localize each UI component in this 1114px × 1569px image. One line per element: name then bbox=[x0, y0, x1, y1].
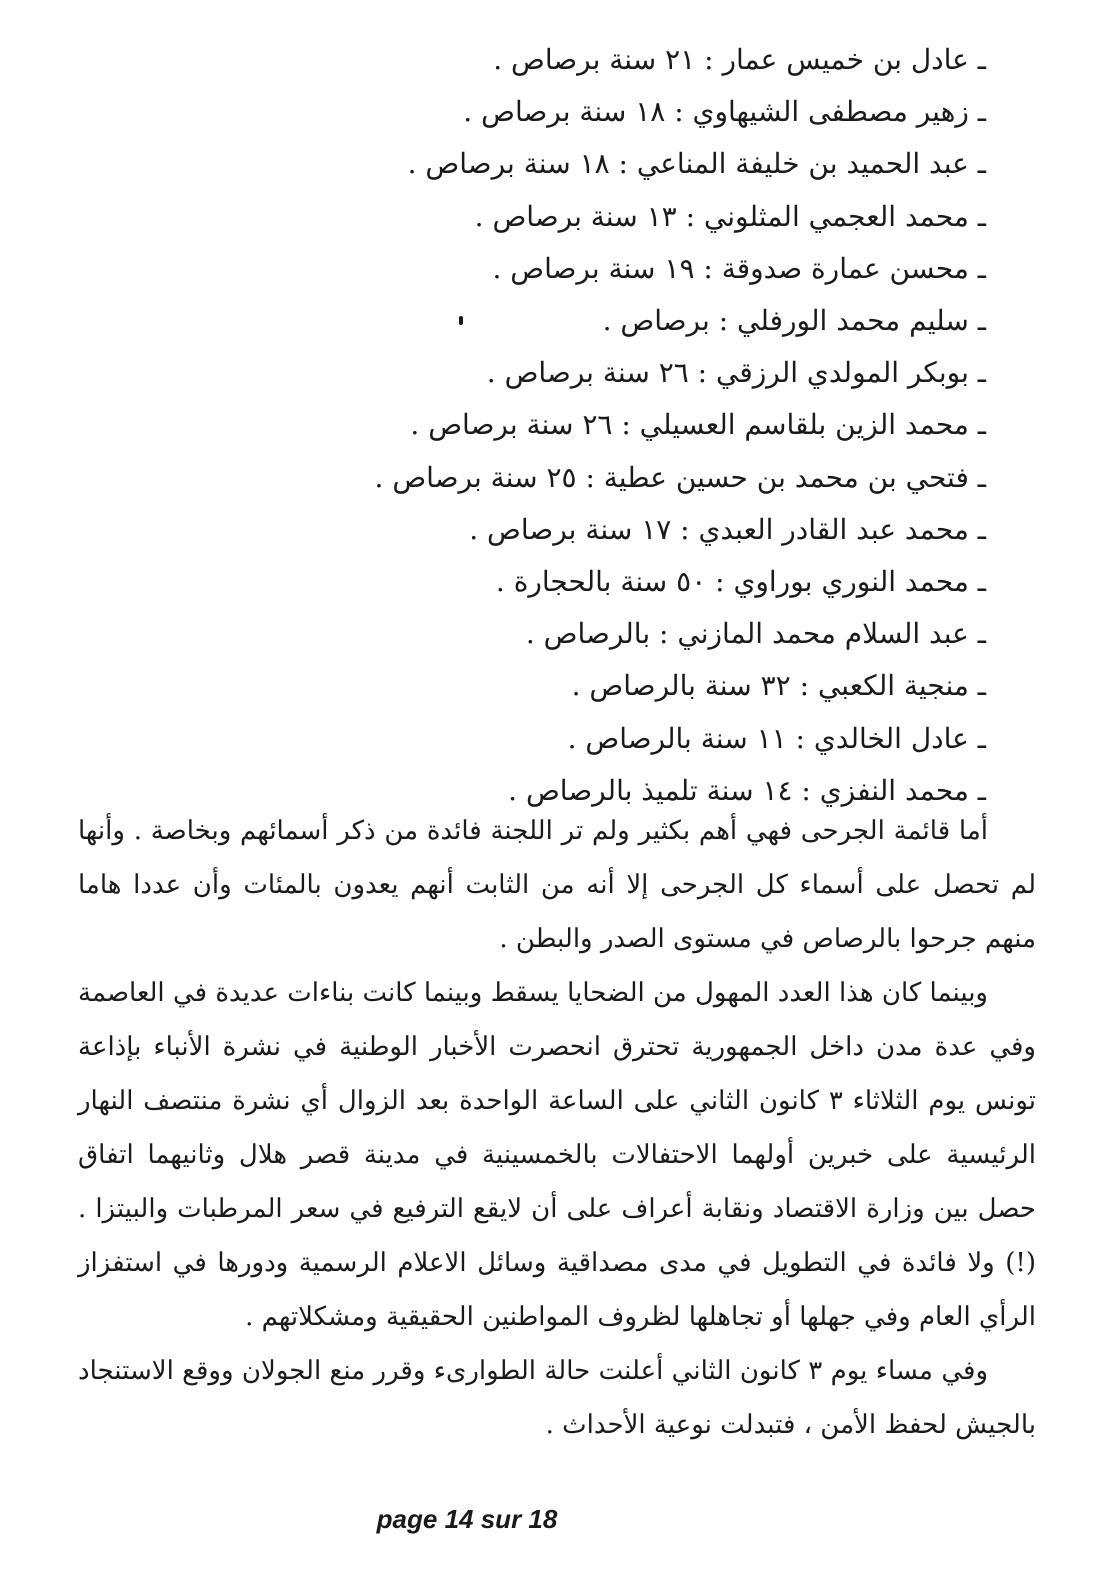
victim-detail: ١٧ سنة برصاص . bbox=[469, 512, 672, 546]
paragraph-wounded: أما قائمة الجرحى فهي أهم بكثير ولم تر اللجنة فائدة من ذكر أسمائهم وبخاصة . وأنها لم تحصل على أسماء كل الجرحى إلا أنه من الثابت أنهم يعدون بالمئات وأن عددا هاما منهم جرحوا بالرصاص في مستوى الصدر والبطن . bbox=[78, 816, 1036, 954]
body-text bbox=[78, 804, 1036, 1452]
victim-name: ـ محمد عبد القادر العبدي bbox=[698, 512, 986, 546]
victim-detail: ٥٠ سنة بالحجارة . bbox=[495, 565, 707, 599]
victim-detail: ١٨ سنة برصاص . bbox=[463, 95, 666, 129]
list-item bbox=[226, 556, 986, 608]
list-item bbox=[226, 399, 986, 451]
victim-detail: ١٩ سنة برصاص . bbox=[492, 251, 695, 285]
victim-detail: بالرصاص . bbox=[525, 617, 651, 651]
victim-name: ـ محسن عمارة صدوقة bbox=[721, 251, 986, 285]
victim-detail: ٢٦ سنة برصاص . bbox=[486, 356, 689, 390]
victim-detail: ٢١ سنة برصاص . bbox=[493, 43, 696, 76]
list-item bbox=[226, 86, 986, 138]
victim-name: ـ محمد العجمي المثلوني bbox=[703, 199, 986, 233]
list-item bbox=[226, 452, 986, 504]
victim-name: ـ محمد النفزي bbox=[819, 773, 986, 807]
victim-detail: ١١ سنة بالرصاص . bbox=[567, 721, 787, 755]
separator: : bbox=[790, 669, 818, 703]
victim-name: ـ محمد النوري بوراوي bbox=[733, 565, 986, 599]
separator: : bbox=[709, 304, 738, 338]
victims-list bbox=[226, 34, 986, 817]
list-item bbox=[226, 608, 986, 660]
list-item bbox=[226, 138, 986, 190]
list-item bbox=[226, 295, 986, 347]
separator: : bbox=[676, 199, 704, 233]
list-item bbox=[226, 713, 986, 765]
separator: : bbox=[706, 565, 734, 599]
separator: : bbox=[609, 147, 637, 181]
separator: : bbox=[688, 356, 717, 390]
victim-name: ـ عبد السلام محمد المازني bbox=[677, 617, 986, 651]
victim-detail: ٢٥ سنة برصاص . bbox=[374, 460, 577, 494]
separator: : bbox=[612, 408, 640, 442]
victim-detail: ١٤ سنة تلميذ بالرصاص . bbox=[508, 773, 793, 807]
paragraph-media: وبينما كان هذا العدد المهول من الضحايا يسقط وبينما كانت بناءات عديدة في العاصمة وفي عدة مدن داخل الجمهورية تحترق انحصرت الأخبار الوطنية في نشرة الأنباء بإذاعة تونس يوم الثلاثاء ٣ كانون الثاني على الساعة الواحدة بعد الزوال أي نشرة منتصف النهار الرئيسية على خبرين أولهما الاحتفالات بالخمسينية في مدينة قصر هلال وثانيهما اتفاق حصل بين وزارة الاقتصاد ونقابة أعراف على أن لايقع الترفيع في سعر المرطبات والبيتزا . (!) ولا فائدة في التطويل في مدى مصداقية وسائل الاعلام الرسمية ودورها في استفزاز الرأي العام وفي جهلها أو تجاهلها لظروف المواطنين الحقيقية ومشكلاتهم . bbox=[78, 978, 1036, 1332]
list-item bbox=[226, 347, 986, 399]
separator: : bbox=[695, 43, 723, 76]
victim-name: ـ عادل بن خميس عمار bbox=[722, 43, 986, 76]
page-number: page 14 sur 18 bbox=[376, 1504, 558, 1534]
victim-detail: ١٨ سنة برصاص . bbox=[407, 147, 610, 181]
list-item bbox=[226, 34, 986, 86]
victim-detail: ١٣ سنة برصاص . bbox=[474, 199, 677, 233]
victim-name: ـ محمد الزين بلقاسم العسيلي bbox=[639, 408, 986, 442]
separator: : bbox=[694, 251, 722, 285]
separator: : bbox=[792, 773, 820, 807]
victim-name: ـ فتحي بن محمد بن حسين عطية bbox=[603, 460, 986, 494]
list-item bbox=[226, 243, 986, 295]
list-item bbox=[226, 191, 986, 243]
victim-name: ـ سليم محمد الورفلي bbox=[737, 304, 986, 338]
victim-name: ـ زهير مصطفى الشيهاوي bbox=[692, 95, 986, 129]
list-item bbox=[226, 660, 986, 712]
victim-name: ـ منجية الكعبي bbox=[817, 669, 986, 703]
victim-detail: برصاص . bbox=[602, 304, 710, 338]
paragraph-emergency: وفي مساء يوم ٣ كانون الثاني أعلنت حالة الطوارىء وقرر منع الجولان ووقع الاستنجاد بالجيش لحفظ الأمن ، فتبدلت نوعية الأحداث . bbox=[78, 1356, 1036, 1440]
stray-ink-mark bbox=[459, 316, 463, 325]
list-item bbox=[226, 504, 986, 556]
separator: : bbox=[786, 721, 814, 755]
separator: : bbox=[665, 95, 693, 129]
separator: : bbox=[650, 617, 678, 651]
victim-name: ـ بوبكر المولدي الرزقي bbox=[716, 356, 986, 390]
separator: : bbox=[576, 460, 604, 494]
victim-detail: ٣٢ سنة بالرصاص . bbox=[571, 669, 791, 703]
victim-name: ـ عادل الخالدي bbox=[813, 721, 986, 755]
victim-detail: ٢٦ سنة برصاص . bbox=[410, 408, 613, 442]
separator: : bbox=[671, 512, 699, 546]
victim-name: ـ عبد الحميد بن خليفة المناعي bbox=[636, 147, 986, 181]
